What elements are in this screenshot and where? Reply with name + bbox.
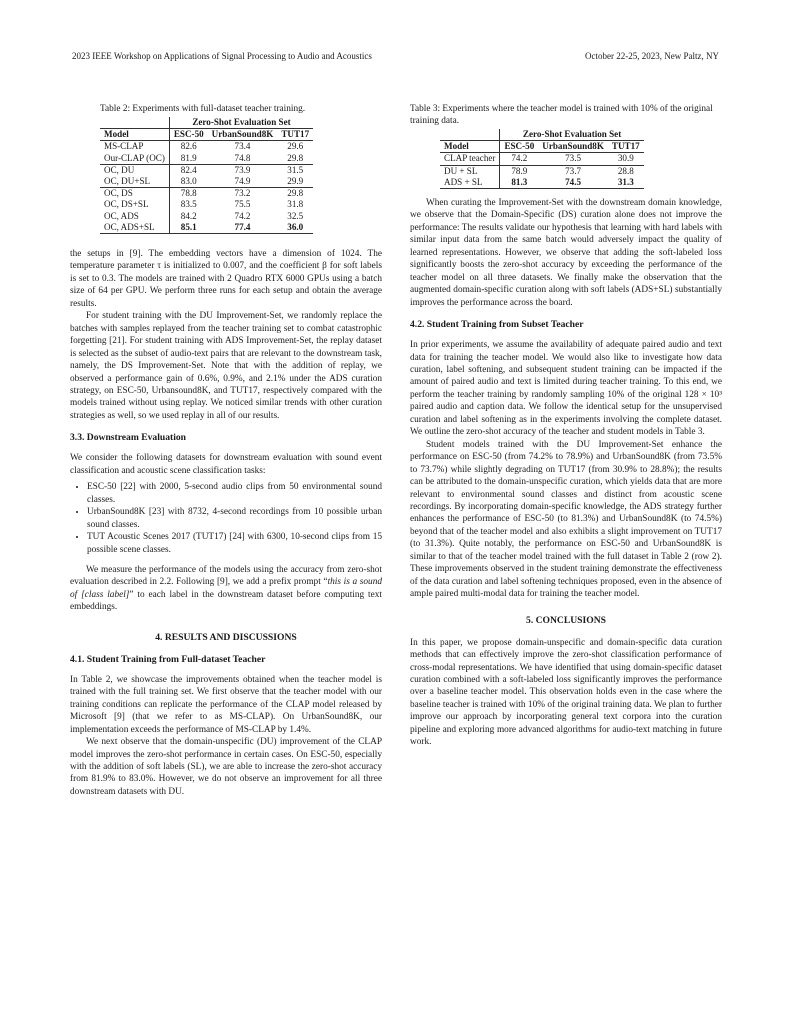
section-heading: 4.2. Student Training from Subset Teacher (410, 319, 584, 331)
dataset-list (70, 481, 382, 556)
table-cell: 83.5 (169, 199, 207, 210)
table-cell: 73.5 (565, 153, 582, 164)
table3-col-esc50: ESC-50 (500, 141, 538, 153)
paragraph: In this paper, we propose domain-unspecific and domain-specific data curation methods that can effectively improve the zero-shot classification performance of cross-modal representations. We have identified that using domain-specific dataset curation combined with a soft-labeled loss significantly improves the performance over a baseline teacher model. This observation holds even in the case where the baseline teacher is trained with 10% of the original training data. We plan to further improve our approach by incorporating general text corpora into the curation pipeline and exploring more advanced algorithms for audio-text matching in future work. (410, 637, 722, 748)
table-cell: 73.2 (208, 188, 278, 200)
table3-col-model: Model (440, 141, 500, 153)
paragraph (70, 564, 382, 614)
table-cell: OC, ADS+SL (100, 222, 169, 234)
table-cell: 74.8 (234, 152, 251, 163)
table-cell: 30.9 (617, 153, 634, 164)
left-column (70, 103, 382, 798)
table-row (100, 211, 313, 222)
table-cell: 74.5 (538, 177, 608, 189)
table-cell: 73.7 (538, 165, 608, 177)
table-cell: OC, DS (100, 188, 169, 200)
table-cell: 31.5 (277, 164, 313, 176)
table-cell: 29.9 (287, 176, 304, 187)
table2-caption: Table 2: Experiments with full-dataset teacher training. (100, 104, 306, 114)
running-header-right: October 22-25, 2023, New Paltz, NY (585, 51, 719, 61)
list-item: • TUT Acoustic Scenes 2017 (TUT17) [24] with 6300, 10-second clips from 15 possible scene classes. (87, 531, 382, 556)
paragraph: Student models trained with the DU Improvement-Set enhance the performance on ESC-50 (from 74.2% to 78.9%) and UrbanSound8K (from 73.5% to 73.7%) while slightly degrading on TUT17 (from 30.9% to 28.8%); the results can be attributed to the domain-unspecific curation, which yields data that are more relevant to environmental sound classes and distinct from acoustic scene recordings. By incorporating domain-specific knowledge, the ADS strategy further enhances the performance of ESC-50 (to 81.3%) and UrbanSound8K (to 74.5%) beyond that of the teacher model and also exhibits a slight improvement on TUT17 (to 31.3%). Quite notably, the performance on ESC-50 and UrbanSound8K is similar to that of the teacher model trained with the full dataset in Table 2 (row 2). These improvements observed in the student training demonstrate the effectiveness of the data curation and label softening techniques proposed, even in the absence of ample paired multi-modal data for training the teacher model. (410, 439, 722, 600)
table2 (100, 117, 313, 234)
table-cell: 36.0 (277, 222, 313, 234)
table-cell: 83.0 (169, 176, 207, 188)
table3-caption: Table 3: Experiments where the teacher model is trained with 10% of the original training data. (410, 104, 713, 126)
list-item: • UrbanSound8K [23] with 8732, 4-second recordings from 10 possible urban sound classes. (87, 506, 382, 531)
table-cell: 29.8 (287, 152, 304, 163)
table2-col-esc50: ESC-50 (169, 129, 207, 141)
table-row (100, 222, 313, 234)
table-cell: 74.9 (234, 176, 251, 187)
table-cell: ADS + SL (440, 177, 500, 189)
table-cell: OC, DS+SL (104, 199, 149, 210)
table2-col-urbansound: UrbanSound8K (208, 129, 278, 141)
paragraph: In Table 2, we showcase the improvements obtained when the teacher model is trained with the full training set. We first observe that the teacher model with our training conditions can replicate the performance of the CLAP model released by Microsoft [9] (that we refer to as MS-CLAP). On UrbanSound8K, our implementation exceeds the performance of MS-CLAP by 1.4%. (70, 674, 382, 735)
table3-span-header: Zero-Shot Evaluation Set (500, 129, 644, 141)
table-cell: MS-CLAP (104, 141, 144, 152)
paragraph: For student training with the DU Improvement-Set, we randomly replace the batches with samples replayed from the teacher training set to combat catastrophic forgetting [21]. For student training with ADS Improvement-Set, the replay dataset is selected as the subset of audio-text pairs that are relevant to the downstream task, namely, the DS Improvement-Set. Note that with the addition of replay, we observed a performance gain of 0.6%, 0.9%, and 2.1% under the ADS curation strategy, on ESC-50, Urbansound8K, and TUT17, respectively compared with the models trained without using replay. We noticed similar trends with other curation strategies as well, so we used replay in all of our results. (70, 311, 382, 421)
table-cell: 29.6 (287, 141, 304, 152)
table-row (100, 153, 313, 165)
text-span: ” to each label in the downstream dataset before computing text embeddings. (70, 589, 382, 613)
right-column (410, 103, 722, 749)
table-cell: 31.3 (608, 177, 644, 189)
table-cell: 32.5 (287, 210, 304, 221)
section-heading: 4. RESULTS AND DISCUSSIONS (155, 631, 297, 643)
list-item: • ESC-50 [22] with 2000, 5-second audio clips from 50 environmental sound classes. (87, 481, 382, 506)
table-row (440, 153, 644, 165)
table3 (440, 129, 644, 189)
running-header-left: 2023 IEEE Workshop on Applications of Signal Processing to Audio and Acoustics (72, 51, 372, 61)
table3-col-urbansound: UrbanSound8K (538, 141, 608, 153)
paragraph: the setups in [9]. The embedding vectors have a dimension of 1024. The temperature parameter τ is initialized to 0.007, and the coefficient β for soft labels is set to 0.3. The models are trained with 2 Quadro RTX 6000 GPUs using a batch size of 64 per GPU. We perform three runs for each setup and obtain the average results. (70, 249, 382, 309)
table-cell: 31.8 (287, 199, 304, 210)
table-cell: OC, DU+SL (104, 176, 151, 187)
paragraph: We next observe that the domain-unspecific (DU) improvement of the CLAP model improves the zero-shot performance in certain cases. On ESC-50, especially with the addition of soft labels (SL), we are able to increase the zero-shot accuracy from 81.9% to 83.0%. However, we do not observe an improvement for all three downstream datasets with DU. (70, 737, 382, 797)
table-cell: 73.9 (208, 164, 278, 176)
table-cell: 78.9 (500, 165, 538, 177)
table-cell: 77.4 (208, 222, 278, 234)
section-heading: 5. CONCLUSIONS (526, 614, 606, 626)
table-row (440, 165, 644, 177)
table-cell: OC, DU (100, 164, 169, 176)
table2-col-tut17: TUT17 (277, 129, 313, 141)
table-row (100, 199, 313, 210)
table3-col-tut17: TUT17 (608, 141, 644, 153)
table-cell: 28.8 (608, 165, 644, 177)
paragraph: In prior experiments, we assume the availability of adequate paired audio and text data for training the teacher model. We would also like to investigate how data curation, label softening, and subsequent student training can be impacted if the amount of paired audio and text is limited during teacher training. To this end, we perform the teacher training by randomly sampling 10% of the original 128 × 10³ paired audio and caption data. We follow the identical setup for the unsupervised curation and label softening as in the experiments involving the complete dataset. We outline the zero-shot accuracy of the teacher and student models in Table 3. (410, 340, 722, 438)
table-cell: 82.4 (169, 164, 207, 176)
table-cell: 78.8 (169, 188, 207, 200)
table-cell: 74.2 (234, 210, 251, 221)
table-cell: CLAP teacher (444, 153, 496, 164)
section-heading: 4.1. Student Training from Full-dataset Teacher (70, 653, 266, 665)
table-cell: 73.4 (234, 141, 251, 152)
prompt-text: this is a sound of [class label] (70, 577, 382, 600)
text-span: We measure the performance of the models using the accuracy from zero-shot evaluation described in 2.2. Following [9], we add a prefix prompt “ (70, 565, 382, 588)
table-cell: Our-CLAP (OC) (104, 152, 165, 163)
table-row (440, 177, 644, 189)
table-row (100, 188, 313, 200)
paragraph: When curating the Improvement-Set with the downstream domain knowledge, we observe that the Domain-Specific (DS) curation alone does not improve the performance: The results validate our hypothesis that learning with hard labels with similar input data from the same batch would adversely impact the quality of learned representations. However, we observe that adding the soft-labeled loss significantly boosts the zero-shot accuracy by exceeding the performance of the teacher model on all three datasets. We finally make the observation that the augmented domain-specific curation along with soft labels (ADS+SL) substantially improves the performance across the board. (410, 198, 722, 308)
table-cell: 75.5 (234, 199, 251, 210)
table-cell: 84.2 (169, 211, 207, 222)
table-cell: 82.6 (169, 141, 207, 153)
table-cell: DU + SL (440, 165, 500, 177)
table-cell: 81.3 (500, 177, 538, 189)
table-cell: OC, ADS (104, 210, 139, 221)
table-row (100, 141, 313, 153)
table2-col-model: Model (100, 129, 169, 141)
table-cell: 74.2 (500, 153, 538, 165)
table2-span-header: Zero-Shot Evaluation Set (169, 117, 313, 129)
table-cell: 29.8 (277, 188, 313, 200)
section-heading: 3.3. Downstream Evaluation (70, 432, 187, 444)
paragraph: We consider the following datasets for downstream evaluation with sound event classification and acoustic scene classification tasks: (70, 453, 382, 476)
table-row (100, 176, 313, 188)
table-cell: 81.9 (169, 153, 207, 165)
table-row (100, 164, 313, 176)
table-cell: 85.1 (169, 222, 207, 234)
